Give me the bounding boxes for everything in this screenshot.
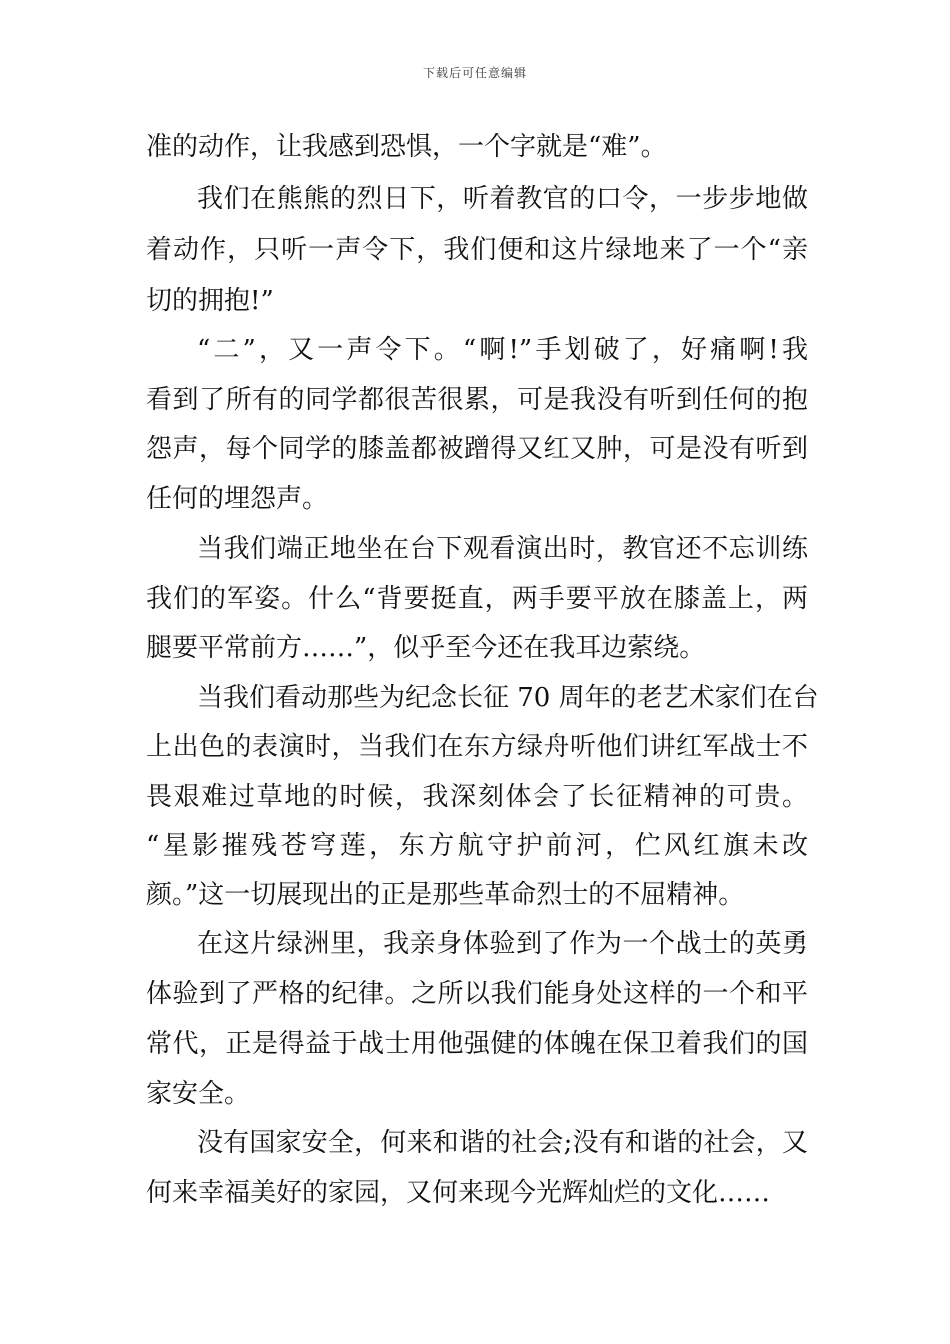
text-line: 何来幸福美好的家园，又何来现今光辉灿烂的文化……	[146, 1178, 771, 1208]
text-line: 颜。”这一切展现出的正是那些革命烈士的不屈精神。	[146, 880, 745, 910]
text-line: 切的拥抱!”	[146, 286, 274, 316]
text-line: 家安全。	[146, 1079, 251, 1109]
text-line: 我们在熊熊的烈日下，听着教官的口令，一步步地做	[197, 184, 808, 214]
text-line: 畏艰难过草地的时候，我深刻体会了长征精神的可贵。	[146, 782, 808, 812]
text-line: 着动作，只听一声令下，我们便和这片绿地来了一个“亲	[146, 235, 808, 265]
text-line: 在这片绿洲里，我亲身体验到了作为一个战士的英勇	[197, 929, 808, 959]
text-line: 怨声，每个同学的膝盖都被蹭得又红又肿，可是没有听到	[146, 434, 808, 464]
page-header: 下载后可任意编辑	[422, 66, 527, 80]
text-line: 当我们端正地坐在台下观看演出时，教官还不忘训练	[197, 534, 808, 564]
text-line: 当我们看动那些为纪念长征 70 周年的老艺术家们在台	[197, 683, 819, 713]
text-line: 看到了所有的同学都很苦很累，可是我没有听到任何的抱	[146, 385, 808, 415]
text-line: 体验到了严格的纪律。之所以我们能身处这样的一个和平	[146, 979, 808, 1009]
text-line: 任何的埋怨声。	[146, 484, 329, 514]
text-line: 我们的军姿。什么“背要挺直，两手要平放在膝盖上，两	[146, 584, 808, 614]
text-line: “星影摧残苍穹莲，东方航守护前河，伫风红旗未改	[146, 831, 808, 861]
text-line: “二”，又一声令下。“啊!”手划破了，好痛啊!我	[197, 335, 808, 365]
text-line: 腿要平常前方……”，似乎至今还在我耳边萦绕。	[146, 633, 706, 663]
text-line: 常代，正是得益于战士用他强健的体魄在保卫着我们的国	[146, 1029, 808, 1059]
text-line: 上出色的表演时，当我们在东方绿舟听他们讲红军战士不	[146, 732, 808, 762]
text-line: 准的动作，让我感到恐惧，一个字就是“难”。	[146, 132, 667, 162]
text-line: 没有国家安全，何来和谐的社会;没有和谐的社会，又	[197, 1128, 808, 1158]
